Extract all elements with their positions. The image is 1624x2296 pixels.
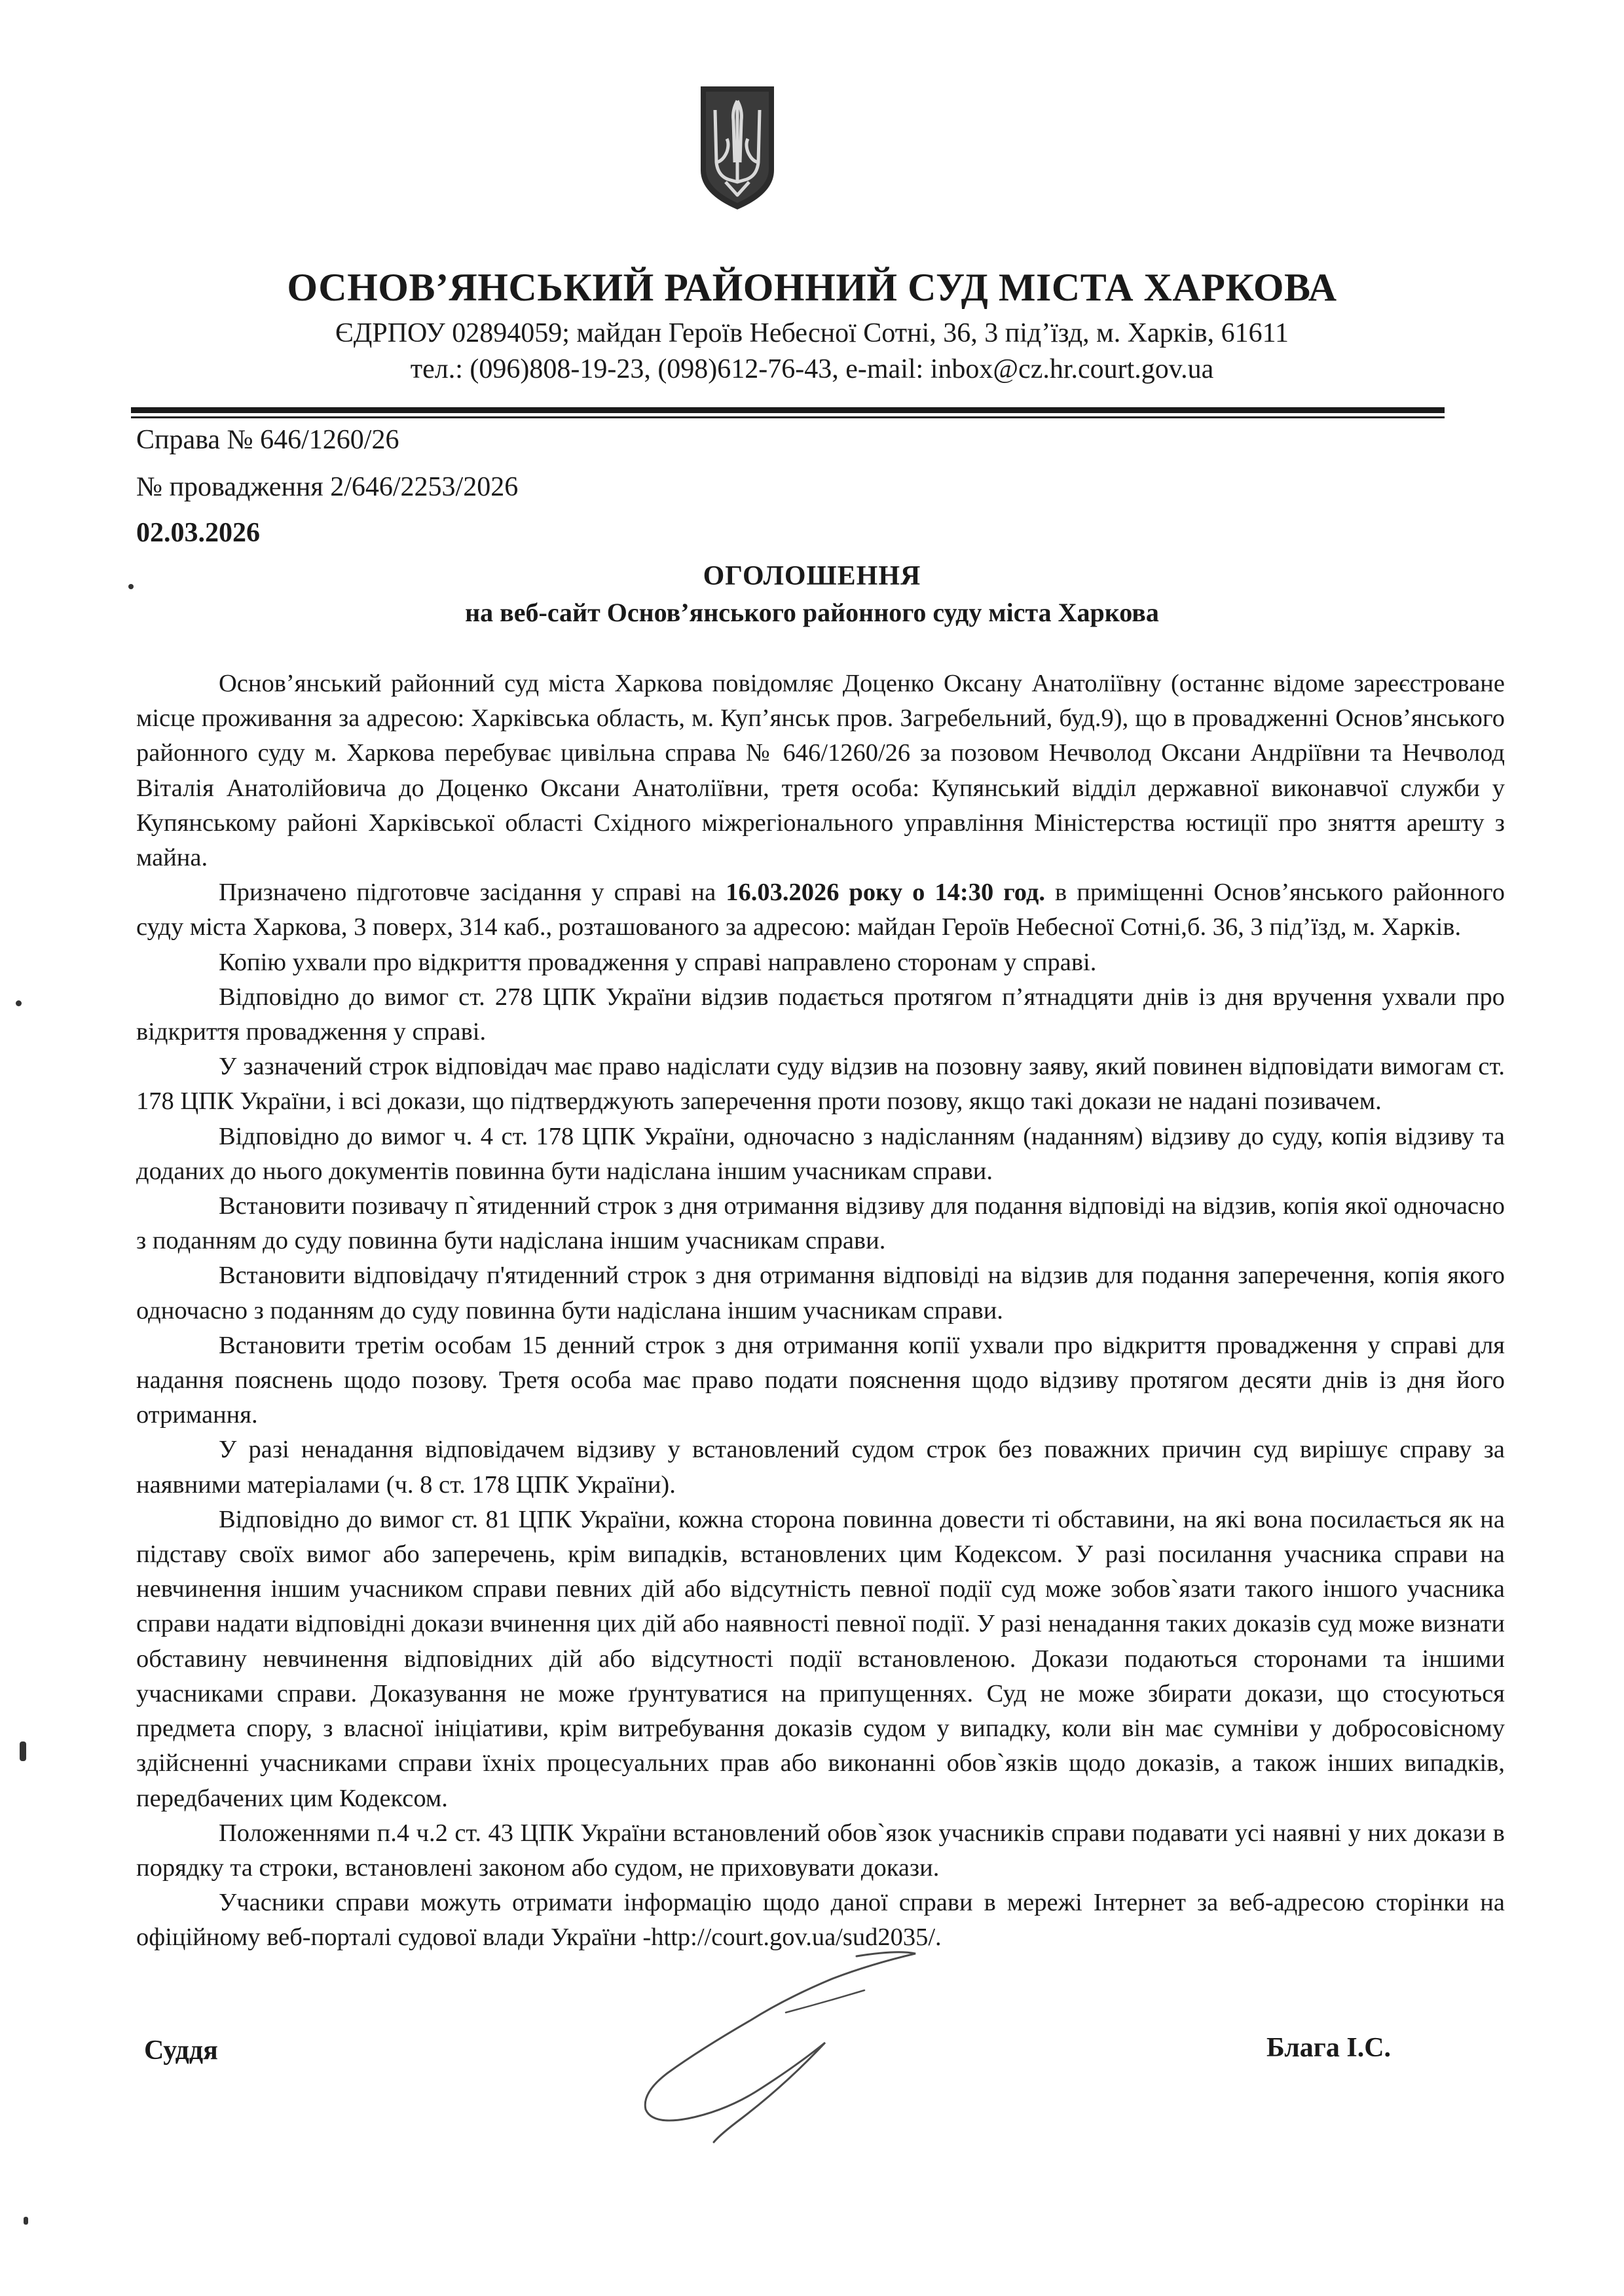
body-paragraph-11: Відповідно до вимог ст. 81 ЦПК України, кожна сторона повинна довести ті обставини, на які вона посилається як на підставу своїх вимог або заперечень, крім випадків, встановлених цим Кодексом. У разі посилання учасника справи на невчинення іншим учасником справи певних дій або відсутність певної події суд може зобов`язати такого іншого учасника справи надати відповідні докази вчинення цих дій або наявності певної події. У разі ненадання таких доказів суд може визнати обставину невчинення відповідних дій або відсутності події встановленою. Докази подаються сторонами та іншими учасниками справи. Доказування не може ґрунтуватися на припущеннях. Суд не може збирати докази, що стосуються предмета спору, з власної ініціативи, крім витребування доказів судом у випадку, коли він має сумніви у добросовісному здійсненні учасниками справи їхніх процесуальних прав або виконанні обов`язків щодо доказів, а також інших випадків, передбачених цим Кодексом. bbox=[136, 1505, 1505, 1812]
body-paragraph-5: У зазначений строк відповідач має право надіслати суду відзив на позовну заяву, який повинен відповідати вимогам ст. 178 ЦПК України, і всі докази, що підтверджують заперечення проти позову, якщо такі докази не надані позивачем. bbox=[136, 1053, 1505, 1116]
body-paragraph-6: Відповідно до вимог ч. 4 ст. 178 ЦПК України, одночасно з надісланням (наданням) відзиву до суду, копія відзиву та доданих до нього документів повинна бути надіслана іншим учасникам справи. bbox=[136, 1122, 1505, 1185]
scan-speck bbox=[20, 1741, 26, 1761]
proceeding-number: № провадження 2/646/2253/2026 bbox=[136, 472, 519, 502]
body-paragraph-2 bbox=[136, 875, 1505, 945]
court-address: ЄДРПОУ 02894059; майдан Героїв Небесної Сотні, 36, 3 під’їзд, м. Харків, 61611 bbox=[335, 318, 1289, 348]
body-paragraph-4: Відповідно до вимог ст. 278 ЦПК України відзив подається протягом п’ятнадцяти днів із дня вручення ухвали про відкриття провадження у справі. bbox=[136, 983, 1505, 1046]
scan-speck bbox=[24, 2217, 28, 2225]
trident-emblem-icon bbox=[697, 84, 778, 212]
court-contacts: тел.: (096)808-19-23, (098)612-76-43, e-mail: inbox@cz.hr.court.gov.ua bbox=[410, 354, 1214, 384]
notice-body bbox=[136, 666, 1505, 1956]
body-paragraph-10: У разі ненадання відповідачем відзиву у встановлений судом строк без поважних причин суд вирішує справу за наявними матеріалами (ч. 8 ст. 178 ЦПК України). bbox=[136, 1436, 1505, 1499]
header-divider-thin bbox=[131, 416, 1445, 418]
court-name: ОСНОВ’ЯНСЬКИЙ РАЙОННИЙ СУД МІСТА ХАРКОВА bbox=[287, 266, 1337, 309]
body-paragraph-7: Встановити позивачу п`ятиденний строк з дня отримання відзиву для подання відповіді на відзив, копія якої одночасно з поданням до суду повинна бути надіслана іншим учасникам справи. bbox=[136, 1192, 1505, 1255]
hearing-text-before: Призначено підготовче засідання у справі на bbox=[219, 879, 726, 907]
case-number: Справа № 646/1260/26 bbox=[136, 425, 399, 455]
notice-subtitle: на веб-сайт Основ’янського районного суду міста Харкова bbox=[465, 598, 1159, 627]
body-paragraph-3: Копію ухвали про відкриття провадження у справі направлено сторонам у справі. bbox=[219, 948, 1097, 976]
body-paragraph-12: Положеннями п.4 ч.2 ст. 43 ЦПК України встановлений обов`язок учасників справи подавати усі наявні у них докази в порядку та строки, встановлені законом або судом, не приховувати докази. bbox=[136, 1819, 1505, 1882]
scan-speck bbox=[16, 1000, 22, 1006]
hearing-datetime: 16.03.2026 року о 14:30 год. bbox=[726, 879, 1045, 907]
judge-name: Блага І.С. bbox=[1266, 2033, 1392, 2063]
handwritten-signature-mark bbox=[589, 1944, 930, 2154]
signature-role: Суддя bbox=[144, 2035, 218, 2066]
scan-speck bbox=[128, 584, 134, 589]
body-paragraph-1: Основ’янський районний суд міста Харкова повідомляє Доценко Оксану Анатоліївну (останнє відоме зареєстроване місце проживання за адресою: Харківська область, м. Куп’янськ пров. Загребельний, буд.9), що в провадженні Основ’янського районного суду м. Харкова перебуває цивільна справа № 646/1260/26 за позовом Нечволод Оксани Андріївни та Нечволод Віталія Анатолійовича до Доценко Оксани Анатоліївни, третя особа: Купянський відділ державної виконавчої служби у Купянському районі Харківської області Східного міжрегіонального управління Міністерства юстиції про зняття арешту з майна. bbox=[136, 670, 1505, 872]
notice-title: ОГОЛОШЕННЯ bbox=[703, 561, 921, 591]
body-paragraph-8: Встановити відповідачу п'ятиденний строк з дня отримання відповіді на відзив для подання заперечення, копія якого одночасно з поданням до суду повинна бути надіслана іншим учасникам справи. bbox=[136, 1262, 1505, 1324]
body-paragraph-13: Учасники справи можуть отримати інформацію щодо даної справи в мережі Інтернет за веб-адресою сторінки на офіційному веб-порталі судової влади України -http://court.gov.ua/sud2035/. bbox=[136, 1889, 1505, 1952]
body-paragraph-9: Встановити третім особам 15 денний строк з дня отримання копії ухвали про відкриття провадження у справі для надання пояснень щодо позову. Третя особа має право подати пояснення щодо відзиву протягом десяти днів із дня його отримання. bbox=[136, 1331, 1505, 1429]
header-divider-thick bbox=[131, 407, 1445, 413]
document-date: 02.03.2026 bbox=[136, 518, 260, 548]
hearing-text-after: в приміщенні Основ’янського районного суду міста Харкова, 3 поверх, 314 каб., розташованого за адресою: майдан Героїв Небесної Сотні,б. 36, 3 під’їзд, м. Харків. bbox=[136, 879, 1505, 941]
